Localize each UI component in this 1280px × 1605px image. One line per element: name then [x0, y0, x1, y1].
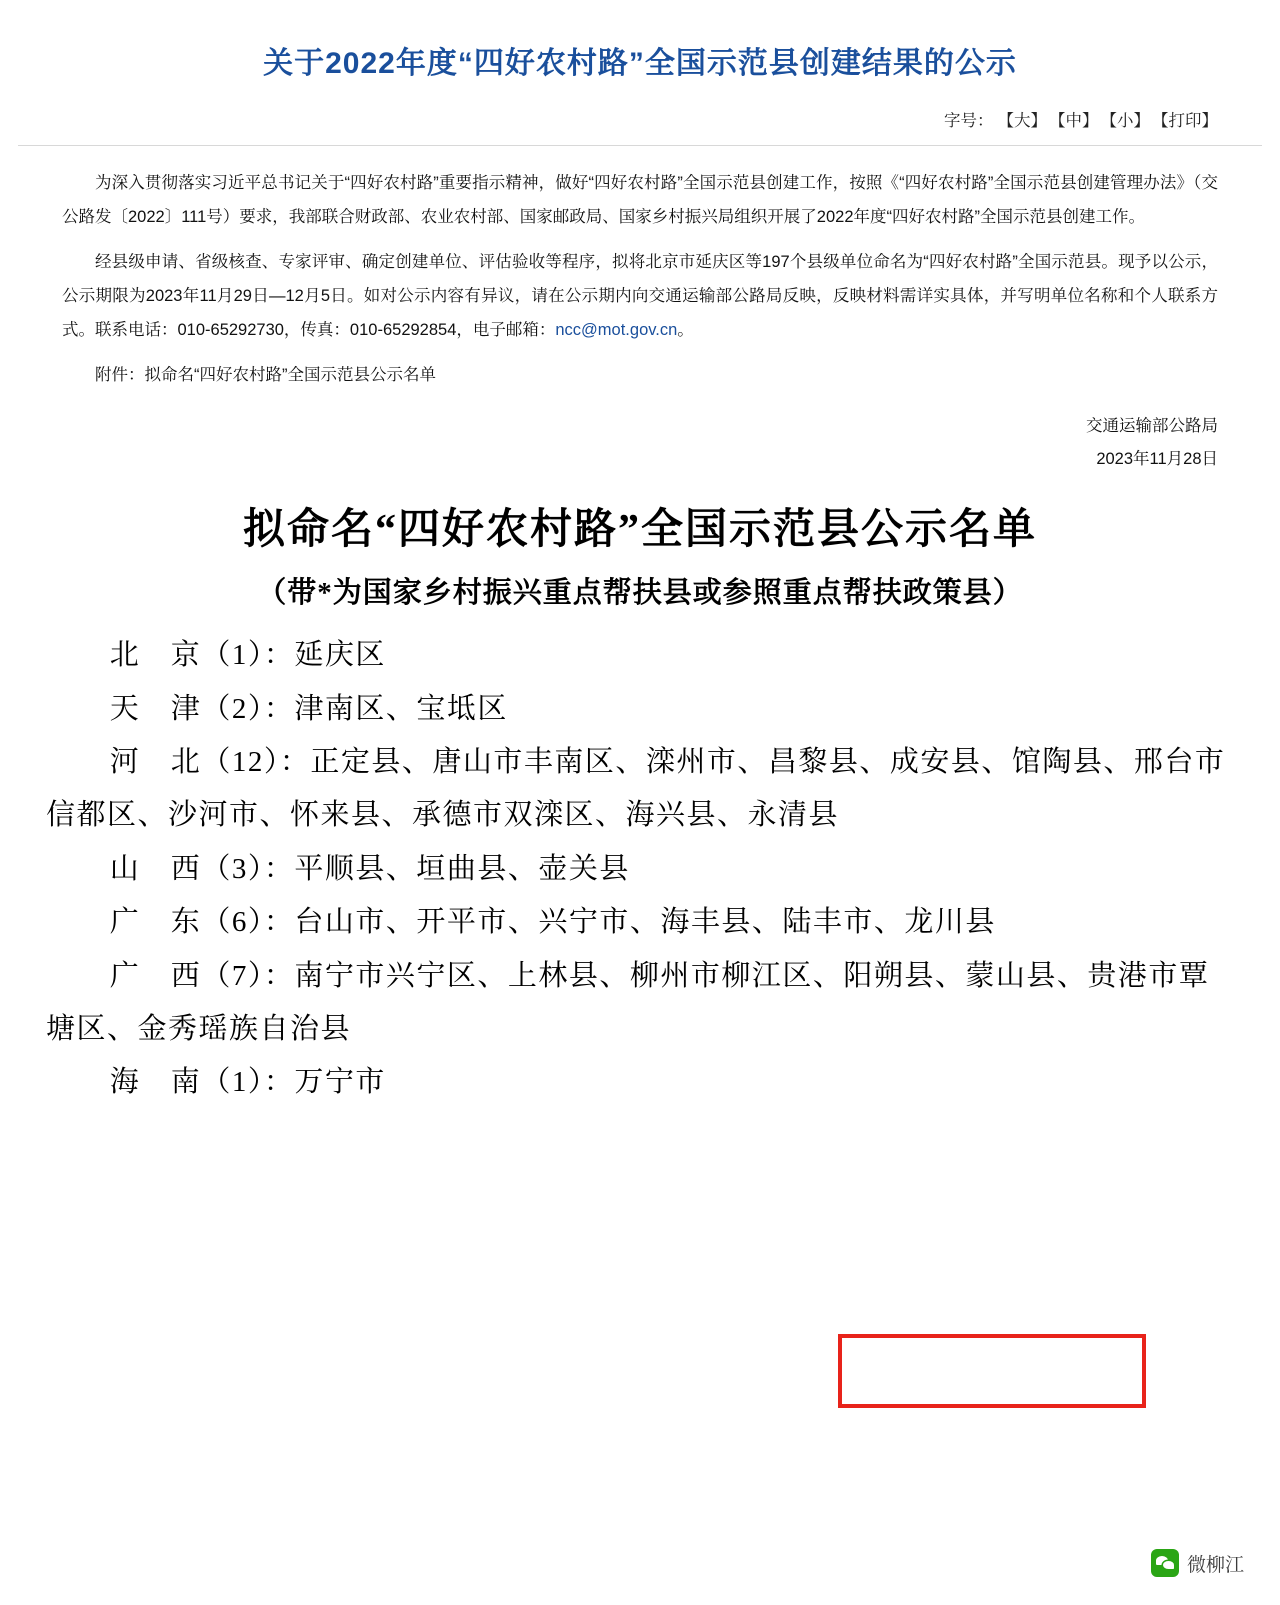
- province-list: [46, 629, 1234, 1109]
- province-name: 天 津: [109, 692, 202, 725]
- province-name: 河 北: [109, 746, 202, 779]
- province-count: （1）：: [201, 639, 295, 672]
- province-names: 平顺县、垣曲县、壶关县: [294, 852, 630, 885]
- province-count: （1）：: [201, 1066, 295, 1099]
- attachment-title: 拟命名“四好农村路”全国示范县公示名单: [242, 506, 1037, 553]
- attachment-section: [0, 476, 1280, 1110]
- contact-email-link[interactable]: ncc@mot.gov.cn: [555, 321, 678, 340]
- province-name: 山 西: [109, 852, 202, 885]
- account-watermark: [1141, 1543, 1254, 1583]
- attachment-subtitle: （带*为国家乡村振兴重点帮扶县或参照重点帮扶政策县）: [257, 577, 1023, 610]
- list-item: [46, 950, 1234, 1057]
- province-names: 正定县、唐山市丰南区、滦州市、昌黎县、成安县、馆陶县、邢台市信都区、沙河市、怀来县、承德市双滦区、海兴县、永清县: [46, 746, 1226, 832]
- list-item: [46, 843, 1234, 896]
- list-item: [46, 629, 1234, 682]
- notice-paragraph-2-text-b: 。: [677, 321, 694, 340]
- province-count: （6）：: [201, 906, 295, 939]
- list-item: [46, 683, 1234, 736]
- province-names: 南宁市兴宁区、上林县、柳州市柳江区、阳朔县、蒙山县、贵港市覃塘区、金秀瑶族自治县: [46, 959, 1210, 1045]
- notice-body: [0, 146, 1280, 392]
- fontsize-label: 字号：: [944, 112, 994, 130]
- province-names: 津南区、宝坻区: [294, 692, 508, 725]
- fontsize-small-button[interactable]: 【小】: [1100, 112, 1150, 130]
- attachment-reference: 附件：拟命名“四好农村路”全国示范县公示名单: [95, 365, 436, 384]
- province-name: 广 西: [109, 959, 202, 992]
- page-title: 关于2022年度“四好农村路”全国示范县创建结果的公示: [263, 47, 1017, 80]
- account-name: 微柳江: [1186, 1554, 1244, 1576]
- issue-date: 2023年11月28日: [1096, 449, 1218, 468]
- province-names: 延庆区: [294, 639, 386, 672]
- wechat-icon: [1151, 1549, 1179, 1577]
- province-count: （12）：: [201, 746, 311, 779]
- province-name: 广 东: [109, 906, 202, 939]
- highlight-annotation-box: [838, 1334, 1146, 1408]
- province-names: 万宁市: [294, 1066, 386, 1099]
- notice-paragraph-2-text-a: 经县级申请、省级核查、专家评审、确定创建单位、评估验收等程序，拟将北京市延庆区等197个县级单位命名为“四好农村路”全国示范县。现予以公示，公示期限为2023年11月29日—12月5日。如对公示内容有异议，请在公示期内向交通运输部公路局反映，反映材料需详实具体，并写明单位名称和个人联系方式。联系电话：010-65292730，传真：010-65292854，电子邮箱：: [62, 252, 1218, 340]
- issuer-name: 交通运输部公路局: [1086, 416, 1218, 435]
- fontsize-toolbar: [0, 83, 1280, 131]
- province-name: 北 京: [109, 639, 202, 672]
- notice-paragraph-2: [62, 245, 1218, 348]
- fontsize-large-button[interactable]: 【大】: [997, 112, 1047, 130]
- list-item: [46, 896, 1234, 949]
- province-count: （7）：: [201, 959, 295, 992]
- list-item: [46, 736, 1234, 843]
- fontsize-medium-button[interactable]: 【中】: [1049, 112, 1099, 130]
- province-names: 台山市、开平市、兴宁市、海丰县、陆丰市、龙川县: [294, 906, 996, 939]
- notice-paragraph-1: 为深入贯彻落实习近平总书记关于“四好农村路”重要指示精神，做好“四好农村路”全国示范县创建工作，按照《“四好农村路”全国示范县创建管理办法》（交公路发〔2022〕111号）要求，我部联合财政部、农业农村部、国家邮政局、国家乡村振兴局组织开展了2022年度“四好农村路”全国示范县创建工作。: [62, 174, 1218, 227]
- province-count: （3）：: [201, 852, 295, 885]
- province-count: （2）：: [201, 692, 295, 725]
- print-button[interactable]: 【打印】: [1152, 112, 1218, 130]
- list-item: [46, 1056, 1234, 1109]
- signature-block: [0, 402, 1280, 476]
- province-name: 海 南: [109, 1066, 202, 1099]
